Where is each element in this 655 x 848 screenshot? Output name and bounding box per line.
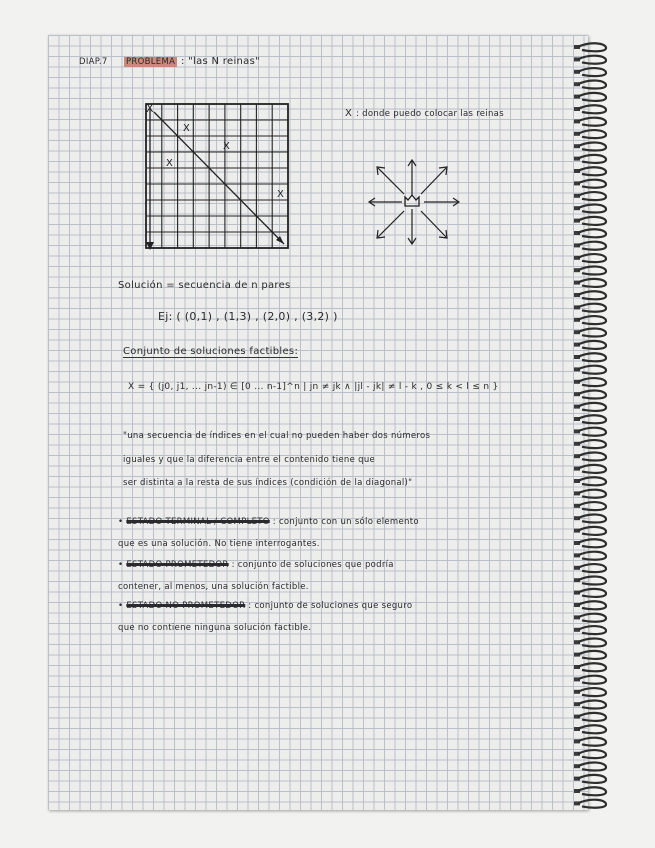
section-label: PROBLEMA	[126, 57, 176, 67]
state-nonpromising-text: : conjunto de soluciones que seguro	[248, 601, 413, 611]
state-terminal-text: : conjunto con un sólo elemento	[272, 517, 419, 527]
spiral-ring	[578, 56, 606, 64]
spiral-ring	[578, 80, 606, 88]
spiral-ring	[578, 291, 606, 299]
diagonal-arrow	[154, 112, 284, 244]
spiral-ring	[578, 366, 606, 374]
spiral-ring	[578, 428, 606, 436]
state-bullet: •	[118, 517, 124, 527]
spiral-ring	[578, 465, 606, 473]
crown-icon	[405, 195, 419, 206]
spiral-ring	[578, 589, 606, 597]
note-line-1: "una secuencia de índices en el cual no pueden haber dos números	[123, 431, 431, 441]
spiral-ring	[578, 229, 606, 237]
spiral-ring	[578, 663, 606, 671]
spiral-ring	[578, 93, 606, 101]
spiral-ring	[578, 688, 606, 696]
spiral-ring	[578, 490, 606, 498]
spiral-ring	[578, 254, 606, 262]
spiral-ring	[578, 390, 606, 398]
spiral-ring	[578, 638, 606, 646]
spiral-ring	[578, 266, 606, 274]
spiral-ring	[578, 105, 606, 113]
spiral-ring	[578, 502, 606, 510]
spiral-ring	[578, 328, 606, 336]
spiral-ring	[578, 167, 606, 175]
feasible-formula: X = { (j0, j1, ... jn-1) ∈ [0 ... n-1]^n | jn ≠ jk ∧ |jl - jk| ≠ l - k , 0 ≤ k < l ≤ n }	[128, 382, 499, 392]
spiral-ring	[578, 353, 606, 361]
spiral-ring	[578, 527, 606, 535]
spiral-ring	[578, 130, 606, 138]
spiral-ring	[578, 378, 606, 386]
notebook-page	[48, 35, 588, 810]
spiral-ring	[578, 192, 606, 200]
spiral-ring	[578, 539, 606, 547]
spiral-ring	[578, 676, 606, 684]
spiral-ring	[578, 43, 606, 51]
spiral-ring	[578, 601, 606, 609]
spiral-ring	[578, 477, 606, 485]
board-mark-3: X	[166, 158, 173, 169]
date-label: DIAP.7	[79, 57, 108, 67]
spiral-ring	[578, 341, 606, 349]
spiral-ring	[578, 800, 606, 808]
state-terminal-line-a	[118, 517, 419, 527]
state-nonpromising-line-a	[118, 601, 412, 611]
spiral-ring	[578, 304, 606, 312]
state-promising-line-a	[118, 560, 394, 570]
board-mark-4: X	[277, 189, 284, 200]
spiral-ring	[578, 118, 606, 126]
spiral-ring	[578, 242, 606, 250]
note-line-3: ser distinta a la resta de sus índices (condición de la diagonal)"	[123, 478, 413, 488]
spiral-ring	[578, 155, 606, 163]
spiral-ring	[578, 440, 606, 448]
spiral-ring	[578, 316, 606, 324]
board-mark-1: X	[183, 123, 190, 134]
spiral-ring	[578, 725, 606, 733]
spiral-ring	[578, 564, 606, 572]
spiral-ring	[578, 626, 606, 634]
page-title: : "las N reinas"	[181, 56, 260, 67]
spiral-ring	[578, 775, 606, 783]
note-line-2: iguales y que la diferencia entre el contenido tiene que	[123, 455, 376, 465]
spiral-ring	[578, 614, 606, 622]
spiral-ring	[578, 750, 606, 758]
legend-text: : donde puedo colocar las reinas	[356, 109, 504, 119]
move-arrows	[369, 160, 459, 244]
state-bullet: •	[118, 560, 124, 570]
spiral-binding	[572, 35, 612, 815]
spiral-ring	[578, 700, 606, 708]
solution-line: Solución = secuencia de n pares	[118, 280, 291, 291]
state-promising-line-b: contener, al menos, una solución factible.	[118, 582, 309, 592]
spiral-ring	[578, 762, 606, 770]
feasible-heading: Conjunto de soluciones factibles:	[123, 346, 299, 357]
spiral-ring	[578, 204, 606, 212]
state-bullet: •	[118, 601, 124, 611]
spiral-ring	[578, 738, 606, 746]
spiral-ring	[578, 651, 606, 659]
state-nonpromising-label: ESTADO NO PROMETEDOR	[126, 601, 246, 611]
spiral-ring	[578, 713, 606, 721]
spiral-ring	[578, 576, 606, 584]
state-promising-label: ESTADO PROMETEDOR	[126, 560, 229, 570]
board-diagram	[138, 98, 298, 258]
state-nonpromising-line-b: que no contiene ninguna solución factible.	[118, 623, 312, 633]
solution-example: Ej: ( (0,1) , (1,3) , (2,0) , (3,2) )	[158, 310, 338, 323]
spiral-ring	[578, 68, 606, 76]
spiral-ring	[578, 217, 606, 225]
state-terminal-line-b: que es una solución. No tiene interrogantes.	[118, 539, 320, 549]
state-promising-text: : conjunto de soluciones que podría	[231, 560, 394, 570]
state-terminal-label: ESTADO TERMINAL / COMPLETO	[126, 517, 270, 527]
spiral-ring	[578, 787, 606, 795]
legend-symbol: X	[345, 108, 353, 119]
spiral-ring	[578, 142, 606, 150]
spiral-ring	[578, 415, 606, 423]
spiral-ring	[578, 452, 606, 460]
board-mark-corner: X	[146, 102, 154, 115]
spiral-ring	[578, 403, 606, 411]
spiral-ring	[578, 180, 606, 188]
board-mark-2: X	[223, 141, 230, 152]
spiral-ring	[578, 514, 606, 522]
spiral-ring	[578, 279, 606, 287]
queen-moves-diagram	[366, 155, 466, 250]
spiral-ring	[578, 552, 606, 560]
